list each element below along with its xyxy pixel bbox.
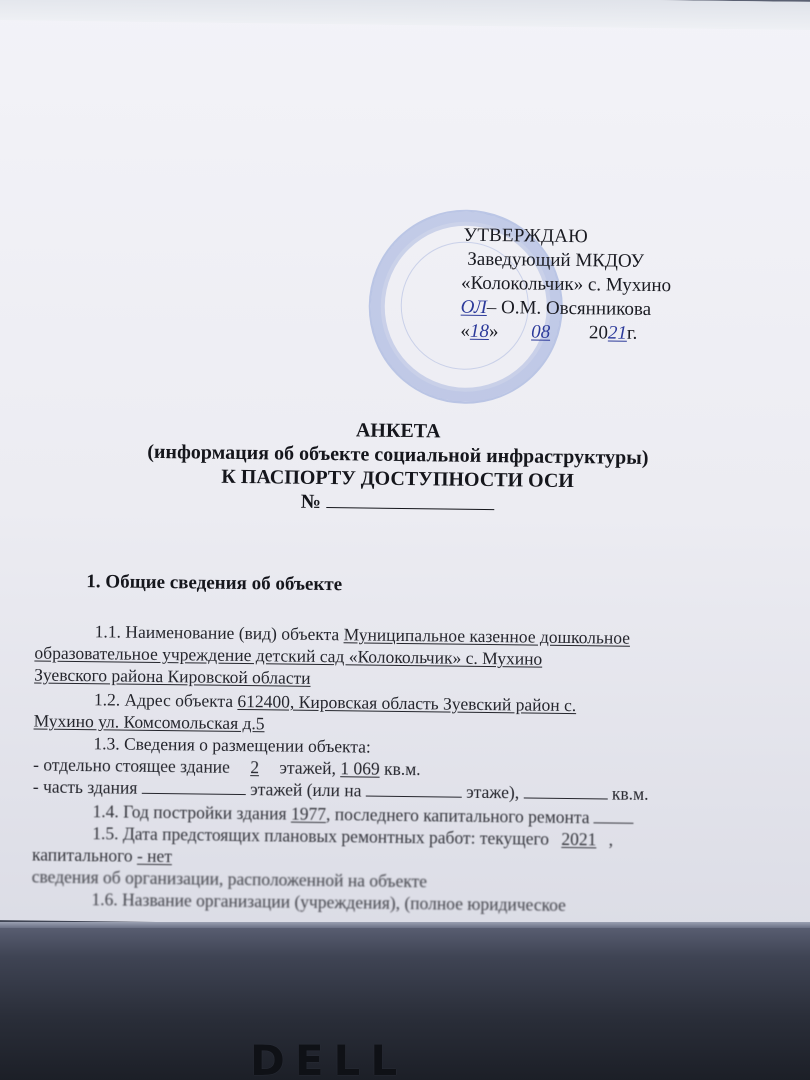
item-1-3-label: 1.3. Сведения о размещении объекта:: [93, 733, 371, 757]
document-passport-line: К ПАСПОРТУ ДОСТУПНОСТИ ОСИ: [221, 465, 575, 493]
handwritten-signature: ОЛ: [460, 296, 487, 318]
approval-block: [414, 223, 715, 347]
number-label: №: [300, 490, 322, 513]
item-1-2-value-a: 612400, Кировская область Зуевский район с.: [237, 690, 577, 716]
document-subtitle: (информация об объекте социальной инфраструктуры): [147, 440, 649, 469]
dell-logo: DELL: [250, 1036, 408, 1080]
item-1-3-part-floor: этаже),: [466, 781, 520, 803]
item-1-5-cap-label: капитального: [31, 844, 133, 866]
org-info-line: сведения об организации, расположенной на объекте: [31, 866, 428, 892]
item-1-3-area-unit: кв.м.: [383, 758, 421, 780]
item-1-3-part-label: - часть здания: [32, 776, 138, 798]
screen-top-strip: [0, 0, 810, 30]
number-blank: [326, 507, 494, 510]
item-1-4-rest: , последнего капитального ремонта: [325, 804, 590, 828]
approval-director-name: – О.М. Овсянникова: [486, 296, 652, 320]
item-1-3-floors-unit: этажей,: [279, 757, 337, 779]
item-1-4-year: 1977: [290, 803, 327, 825]
item-1-4-label: 1.4. Год постройки здания: [92, 801, 287, 824]
item-1-2-label: 1.2. Адрес объекта: [93, 689, 234, 711]
item-1-1-label: 1.1. Наименование (вид) объекта: [94, 621, 340, 645]
item-1-3-area: 1 069: [340, 758, 380, 779]
item-1-3-floor-blank: [366, 796, 462, 798]
document-title: АНКЕТА: [355, 419, 441, 443]
item-1-6-line: 1.6. Название организации (учреждения), (полное юридическое: [91, 889, 567, 915]
item-1-5-cap-value: - нет: [136, 845, 173, 867]
approval-year-suffix: г.: [626, 322, 638, 344]
approval-day: 18: [469, 320, 490, 343]
item-1-3-part-floors: этажей (или на: [250, 779, 362, 801]
approval-month: 08: [531, 321, 551, 343]
item-1-2-value-b: Мухино ул. Комсомольская д.5: [33, 710, 265, 734]
item-1-1-value-a: Муниципальное казенное дошкольное: [343, 624, 631, 648]
approval-date-line: «18» 08 2021г.: [460, 320, 638, 344]
item-1-3-area-blank: [524, 797, 608, 799]
approval-org: «Колокольчик» с. Мухино: [460, 272, 672, 297]
bezel-edge: [0, 922, 810, 928]
approval-year-prefix: 20: [588, 322, 609, 344]
item-1-3-standalone-label: - отдельно стоящее здание: [33, 754, 231, 777]
item-1-3-part-blank: [142, 793, 246, 795]
item-1-3-floors: 2: [250, 757, 260, 778]
item-1-5-cap-line: [32, 844, 172, 867]
approval-position: Заведующий МКДОУ: [467, 248, 645, 272]
approval-year-hand: 21: [607, 322, 628, 344]
approval-signature-line: [415, 295, 715, 323]
approval-heading: УТВЕРЖДАЮ: [463, 224, 589, 248]
item-1-1-value-b: образовательное учреждение детский сад «Колокольчик» с. Мухино: [34, 642, 543, 669]
item-1-1-value-c: Зуевского района Кировской области: [34, 664, 311, 688]
section-1-heading: 1. Общие сведения об объекте: [86, 571, 343, 596]
item-1-3-part-area-unit: кв.м.: [611, 783, 649, 804]
item-1-5-line: 1.5. Дата предстоящих плановых ремонтных работ: текущего 2021 ,: [92, 823, 614, 850]
item-1-5-current: 2021: [561, 828, 597, 850]
item-1-5-label: 1.5. Дата предстоящих плановых ремонтных работ: текущего: [92, 823, 550, 849]
item-1-4-blank: [594, 822, 634, 823]
